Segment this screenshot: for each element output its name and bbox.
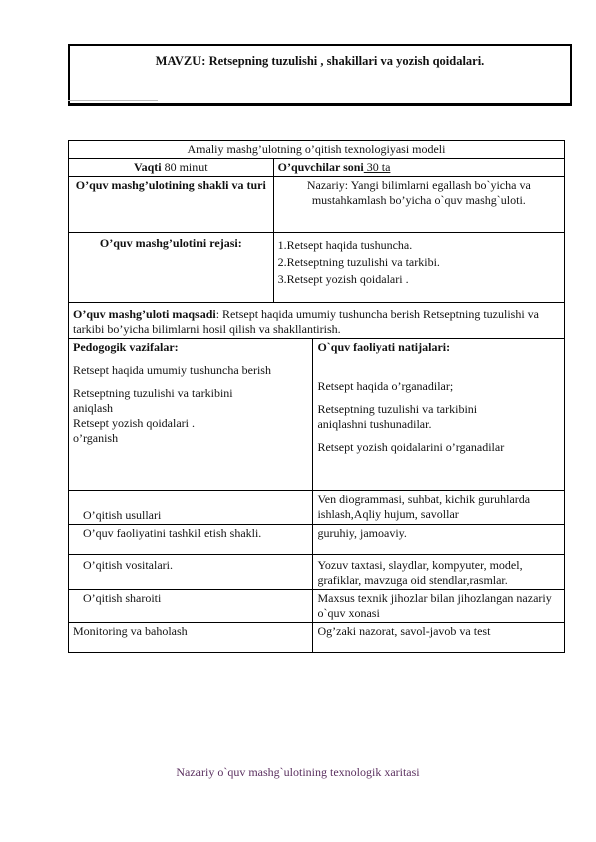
methods-value: Ven diogrammasi, suhbat, kichik guruhlarda ishlash,Aqliy hujum, savollar bbox=[313, 491, 565, 525]
tools-row bbox=[69, 555, 565, 590]
plan-row bbox=[69, 233, 565, 303]
goal-value: : Retsept haqida umumiy tushuncha berish Retseptning tuzulishi va tarkibi bo’yicha bilimlarni hosil qilish va shakllantirish. bbox=[73, 307, 539, 336]
students-value: 30 ta bbox=[363, 160, 391, 174]
plan-item: 1.Retsept haqida tushuncha. bbox=[277, 238, 413, 252]
results-cell bbox=[313, 339, 565, 491]
plan-item: 3.Retsept yozish qoidalari . bbox=[277, 272, 409, 286]
methods-label: O’qitish usullari bbox=[69, 491, 313, 525]
goal-label: O’quv mashg’uloti maqsadi bbox=[73, 307, 216, 321]
table-header-row bbox=[69, 141, 565, 159]
time-students-row bbox=[69, 159, 565, 177]
plan-items bbox=[273, 233, 564, 303]
methods-row bbox=[69, 491, 565, 525]
tasks-label: Pedogogik vazifalar: bbox=[73, 340, 179, 354]
plan-label: O’quv mashg’ulotini rejasi: bbox=[69, 233, 274, 303]
conditions-row bbox=[69, 590, 565, 623]
type-row bbox=[69, 177, 565, 233]
students-cell bbox=[273, 159, 564, 177]
topic-box bbox=[68, 44, 572, 106]
results-label: O`quv faoliyati natijalari: bbox=[317, 340, 451, 354]
topic-title: MAVZU: Retsepning tuzulishi , shakillari va yozish qoidalari. bbox=[155, 54, 485, 68]
result-line: Retsept yozish qoidalarini o’rganadilar bbox=[317, 440, 505, 454]
tools-label: O’qitish vositalari. bbox=[69, 555, 313, 590]
org-row bbox=[69, 525, 565, 555]
conditions-label: O’qitish sharoiti bbox=[69, 590, 313, 623]
time-label: Vaqti bbox=[134, 160, 162, 174]
monitoring-row bbox=[69, 623, 565, 653]
table-header: Amaliy mashg’ulotning o’qitish texnologiyasi modeli bbox=[69, 141, 565, 159]
result-line: Retsept haqida o’rganadilar; bbox=[317, 379, 454, 393]
students-label: O’quvchilar soni bbox=[277, 160, 364, 174]
time-cell bbox=[69, 159, 274, 177]
lesson-model-table bbox=[68, 140, 565, 653]
task-line: Retseptning tuzulishi va tarkibini aniqlash bbox=[73, 386, 233, 415]
tasks-cell bbox=[69, 339, 313, 491]
goal-cell bbox=[69, 303, 565, 339]
monitoring-label: Monitoring va baholash bbox=[69, 623, 313, 653]
tools-value: Yozuv taxtasi, slaydlar, kompyuter, model, grafiklar, mavzuga oid stendlar,rasmlar. bbox=[313, 555, 565, 590]
task-line: Retsept haqida umumiy tushuncha berish bbox=[73, 363, 271, 377]
task-line: Retsept yozish qoidalari . bbox=[73, 416, 195, 430]
plan-item: 2.Retseptning tuzulishi va tarkibi. bbox=[277, 255, 440, 269]
tasks-results-row bbox=[69, 339, 565, 491]
conditions-value: Maxsus texnik jihozlar bilan jihozlangan nazariy o`quv xonasi bbox=[313, 590, 565, 623]
goal-row bbox=[69, 303, 565, 339]
footer-title: Nazariy o`quv mashg`ulotining texnologik xaritasi bbox=[176, 765, 420, 779]
type-label: O’quv mashg’ulotining shakli va turi bbox=[69, 177, 274, 233]
task-line: o’rganish bbox=[73, 431, 119, 445]
decorative-line bbox=[68, 100, 158, 101]
result-line: Retseptning tuzulishi va tarkibini aniqlashni tushunadilar. bbox=[317, 402, 478, 431]
org-label: O’quv faoliyatini tashkil etish shakli. bbox=[69, 525, 313, 555]
type-value: Nazariy: Yangi bilimlarni egallash bo`yicha va mustahkamlash bo’yicha o`quv mashg`uloti. bbox=[273, 177, 564, 233]
time-value: 80 minut bbox=[161, 160, 208, 174]
monitoring-value: Og’zaki nazorat, savol-javob va test bbox=[313, 623, 565, 653]
org-value: guruhiy, jamoaviy. bbox=[313, 525, 565, 555]
